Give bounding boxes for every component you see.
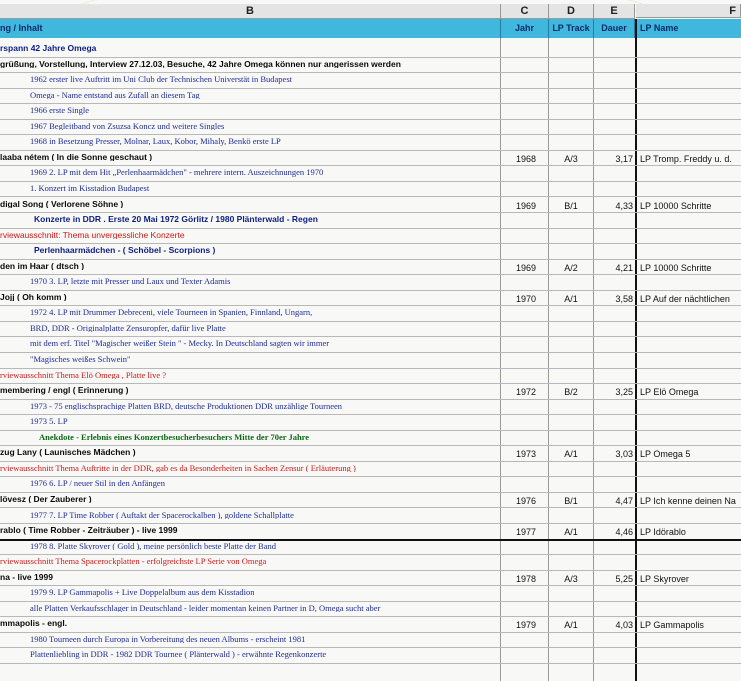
row-lp-name: LP Omega 5	[640, 449, 691, 460]
row-track: B/2	[564, 387, 578, 398]
row-divider	[0, 663, 741, 664]
table-row[interactable]	[0, 648, 741, 664]
row-duration: 4,46	[615, 527, 633, 538]
song-row[interactable]	[0, 524, 741, 540]
row-lp-name: LP Auf der nächtlichen	[640, 293, 730, 304]
song-row[interactable]	[0, 493, 741, 509]
table-row[interactable]	[0, 415, 741, 431]
row-content: grüßung, Vorstellung, Interview 27.12.03, Besuche, 42 Jahre Omega können nur angerissen werden	[0, 59, 401, 69]
row-track: A/1	[564, 620, 578, 631]
row-lp-name: LP Idörablo	[640, 527, 686, 538]
column-header-d[interactable]: D	[549, 4, 594, 19]
row-lp-name: LP 10000 Schritte	[640, 262, 712, 273]
row-content: rviewausschnitt Thema Auftritte in der DDR, gab es da Besonderheiten in Sachen Zensur ( Erläuterung )	[0, 463, 356, 473]
table-row[interactable]	[0, 213, 741, 229]
row-lp-name: LP Tromp. Freddy u. d.	[640, 153, 732, 164]
table-row[interactable]	[0, 104, 741, 120]
row-year: 1973	[515, 449, 537, 460]
row-content: "Magisches weißes Schwein"	[30, 355, 131, 364]
column-header-f[interactable]: F	[636, 4, 741, 18]
row-content: lövesz ( Der Zauberer )	[0, 494, 92, 504]
row-content: zug Lany ( Launisches Mädchen )	[0, 448, 136, 457]
table-row[interactable]	[0, 540, 741, 556]
row-content: rviewausschnitt: Thema unvergessliche Konzerte	[0, 230, 185, 240]
row-year: 1979	[515, 620, 537, 631]
row-content: 1976 6. LP / neuer Stil in den Anfängen	[30, 479, 165, 488]
row-track: A/3	[564, 153, 578, 164]
song-row[interactable]	[0, 198, 741, 214]
row-duration: 5,25	[615, 573, 633, 584]
song-row[interactable]	[0, 291, 741, 307]
table-row[interactable]	[0, 431, 741, 447]
column-header-b[interactable]: B	[0, 4, 501, 19]
row-content: 1969 2. LP mit dem Hit „Perlenhaarmädchen" - mehrere intern. Auszeichnungen 1970	[30, 168, 324, 177]
row-content: 1977 7. LP Time Robber ( Auftakt der Spacerockalben ), goldene Schallplatte	[30, 510, 294, 519]
row-duration: 3,58	[615, 293, 633, 304]
table-row[interactable]	[0, 58, 741, 74]
song-row[interactable]	[0, 617, 741, 633]
row-content: rviewausschnitt Thema Spacerockplatten - erfolgreichste LP Serie von Omega	[0, 557, 267, 566]
table-row[interactable]	[0, 462, 741, 478]
row-duration: 3,17	[615, 153, 633, 164]
row-content: laaba nétem ( In die Sonne geschaut )	[0, 152, 153, 162]
row-track: B/1	[564, 200, 578, 211]
row-year: 1977	[515, 527, 537, 538]
table-row[interactable]	[0, 369, 741, 385]
row-content: 1. Konzert im Kisstadion Budapest	[30, 183, 150, 193]
header-year: Jahr	[501, 19, 549, 38]
row-duration: 4,03	[615, 620, 633, 631]
song-row[interactable]	[0, 384, 741, 400]
header-lp-name: LP Name	[637, 19, 741, 38]
row-content: 1973 - 75 englischsprachige Platten BRD, deutsche Produktionen DDR unzählige Tourneen	[30, 401, 343, 411]
row-content: Perlenhaarmädchen - ( Schöbel - Scorpions )	[34, 246, 216, 255]
row-content: rablo ( Time Robber - Zeiträuber ) - live 1999	[0, 526, 178, 535]
row-track: A/2	[564, 262, 578, 273]
table-row[interactable]	[0, 166, 741, 182]
row-content: mmapolis - engl.	[0, 619, 68, 628]
row-content: 1970 3. LP, letzte mit Presser und Laux und Texter Adamis	[30, 277, 231, 286]
row-content: Anekdote - Erlebnis eines Konzertbesucherbesuchers Mitte der 70er Jahre	[39, 432, 310, 442]
header-track: LP Track	[549, 19, 594, 38]
row-content: 1979 9. LP Gammapolis + Live Doppelalbum aus dem Kisstadion	[30, 588, 255, 597]
row-track: A/1	[564, 449, 578, 460]
column-header-e[interactable]: E	[594, 4, 635, 19]
row-duration: 4,47	[615, 495, 633, 506]
row-content: 1962 erster live Auftritt im Uni Club der Technischen Universtät in Budapest	[30, 75, 292, 84]
row-content: BRD, DDR - Originalplatte Zensuropfer, dafür live Platte	[30, 323, 226, 333]
row-lp-name: LP Gammapolis	[640, 620, 704, 631]
song-row[interactable]	[0, 260, 741, 276]
table-row[interactable]	[0, 89, 741, 105]
table-row[interactable]	[0, 555, 741, 571]
row-content: na - live 1999	[0, 572, 53, 582]
row-content: 1966 erste Single	[30, 106, 90, 115]
row-content: 1972 4. LP mit Drummer Debreceni, viele Tourneen in Spanien, Finnland, Ungarn,	[30, 308, 313, 317]
song-row[interactable]	[0, 571, 741, 587]
row-lp-name: LP Skyrover	[640, 573, 689, 584]
table-row[interactable]	[0, 477, 741, 493]
table-row[interactable]	[0, 135, 741, 151]
row-duration: 4,21	[615, 262, 633, 273]
table-row[interactable]	[0, 244, 741, 260]
table-row[interactable]	[0, 353, 741, 369]
row-content: digal Song ( Verlorene Söhne )	[0, 199, 124, 208]
row-track: B/1	[564, 495, 578, 506]
row-content: Jojj ( Oh komm )	[0, 292, 67, 302]
row-content: 1973 5. LP	[30, 417, 68, 426]
table-row[interactable]	[0, 337, 741, 353]
row-content: Omega - Name entstand aus Zufall an diesem Tag	[30, 90, 200, 100]
table-row[interactable]	[0, 229, 741, 245]
row-content: 1968 in Besetzung Presser, Molnar, Laux, Kobor, Mihaly, Benkö erste LP	[30, 137, 281, 146]
row-duration: 3,03	[615, 449, 633, 460]
row-year: 1972	[515, 387, 537, 398]
row-year: 1968	[515, 153, 537, 164]
row-track: A/1	[564, 527, 578, 538]
table-row[interactable]	[0, 42, 741, 58]
row-duration: 4,33	[615, 200, 633, 211]
row-content: 1978 8. Platte Skyrover ( Gold ), meine persönlich beste Platte der Band	[30, 541, 276, 551]
header-content: ng / Inhalt	[0, 19, 501, 38]
row-content: Konzerte in DDR . Erste 20 Mai 1972 Görlitz / 1980 Plänterwald - Regen	[34, 215, 318, 224]
row-content: membering / engl ( Erinnerung )	[0, 386, 129, 395]
table-row[interactable]	[0, 275, 741, 291]
row-content: mit dem erf. Titel "Magischer weißer Stein " - Mecky. In Deutschland sagten wir immer	[30, 339, 330, 348]
row-year: 1969	[515, 262, 537, 273]
row-content: rspann 42 Jahre Omega	[0, 44, 97, 53]
row-year: 1978	[515, 573, 537, 584]
row-content: alle Platten Verkaufsschlager in Deutschland - leider momentan keinen Partner in D, Omega sucht aber	[30, 603, 381, 613]
row-content: 1980 Tourneen durch Europa in Vorbereitung des neuen Albums - erscheint 1981	[30, 634, 306, 644]
row-year: 1969	[515, 200, 537, 211]
table-row[interactable]	[0, 120, 741, 136]
row-lp-name: LP 10000 Schritte	[640, 200, 712, 211]
table-row[interactable]	[0, 509, 741, 525]
row-content: rviewausschnitt Thema Elö Omega , Platte live ?	[0, 370, 167, 380]
header-duration: Dauer	[594, 19, 635, 38]
row-duration: 3,25	[615, 387, 633, 398]
row-content: 1967 Begleitband von Zsuzsa Koncz und weitere Singles	[30, 121, 225, 131]
table-row[interactable]	[0, 586, 741, 602]
row-lp-name: LP Ich kenne deinen Na	[640, 495, 736, 506]
song-row[interactable]	[0, 446, 741, 462]
row-content: den im Haar ( dtsch )	[0, 261, 85, 271]
table-row[interactable]	[0, 633, 741, 649]
row-track: A/1	[564, 293, 578, 304]
row-content: Plattenliebling in DDR - 1982 DDR Tournee ( Plänterwald ) - erwähnte Regenkonzerte	[30, 650, 327, 659]
row-lp-name: LP Elö Omega	[640, 387, 699, 398]
table-row[interactable]	[0, 182, 741, 198]
row-year: 1976	[515, 495, 537, 506]
table-row[interactable]	[0, 602, 741, 618]
row-track: A/3	[564, 573, 578, 584]
table-row[interactable]	[0, 400, 741, 416]
song-row[interactable]	[0, 151, 741, 167]
column-header-c[interactable]: C	[501, 4, 549, 19]
row-year: 1970	[515, 293, 537, 304]
table-row[interactable]	[0, 306, 741, 322]
table-row[interactable]	[0, 73, 741, 89]
table-row[interactable]	[0, 322, 741, 338]
